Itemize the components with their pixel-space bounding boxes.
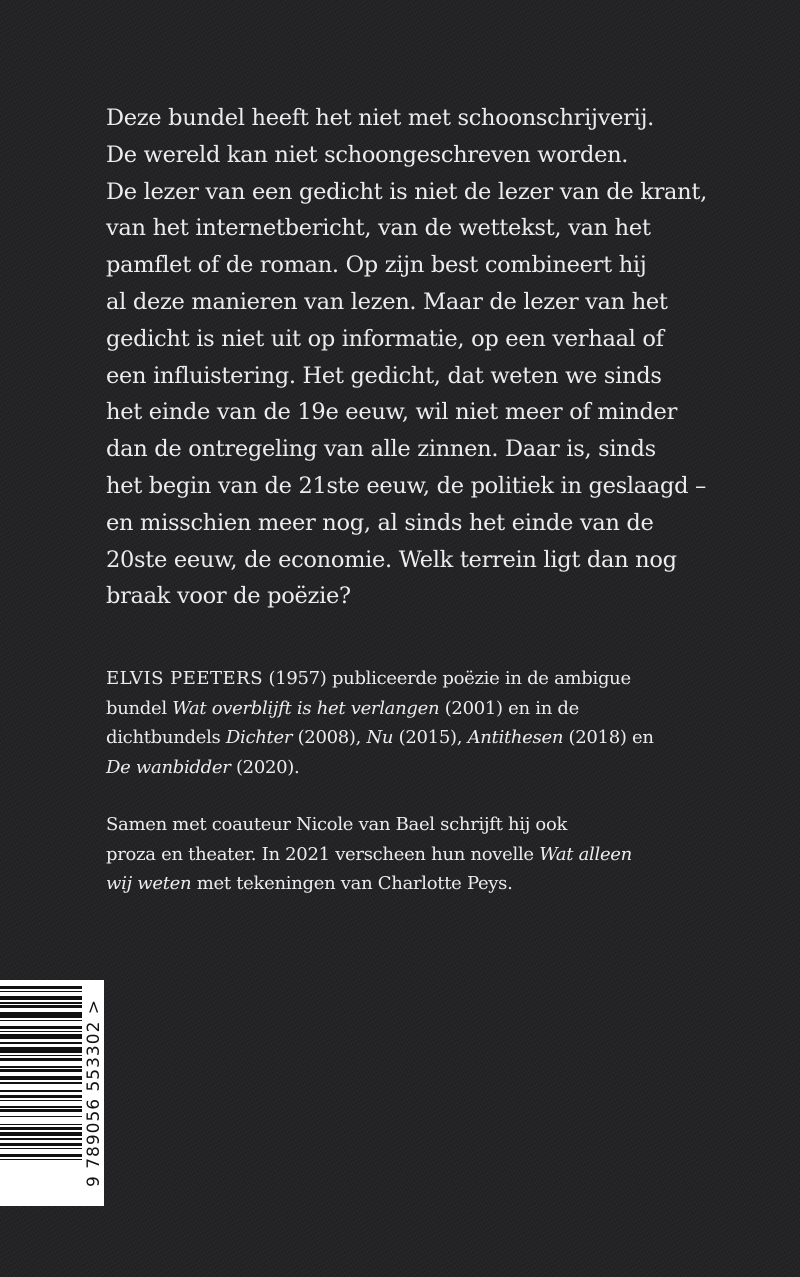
isbn-barcode	[0, 980, 104, 1206]
bio-line	[106, 664, 786, 694]
book-title: wij weten	[106, 873, 192, 894]
book-title: De wanbidder	[106, 756, 231, 778]
barcode-bar	[0, 1034, 82, 1039]
book-title: Wat alleen	[539, 843, 632, 865]
barcode-bar	[0, 986, 82, 989]
blurb-line: het einde van de 19e eeuw, wil niet meer of minder	[106, 399, 678, 426]
blurb-text	[106, 100, 786, 615]
bio-text: (2020).	[230, 756, 300, 778]
blurb-line: het begin van de 21ste eeuw, de politiek in geslaagd –	[106, 472, 706, 499]
bio-text: (2008),	[292, 727, 367, 748]
bio-text: dichtbundels	[106, 727, 226, 748]
bio-line	[106, 869, 786, 899]
book-title: Nu	[366, 727, 394, 748]
bio-text: (1957) publiceerde poëzie in de ambigue	[263, 668, 631, 689]
barcode-bars	[0, 986, 82, 1198]
barcode-bar	[0, 1058, 82, 1061]
barcode-bar	[0, 1066, 82, 1068]
barcode-bar	[0, 1082, 82, 1084]
barcode-bar	[0, 1005, 82, 1008]
bio-line	[106, 810, 786, 840]
bio-paragraph	[106, 664, 786, 782]
book-title: Dichter	[225, 727, 293, 748]
barcode-bar	[0, 1143, 82, 1146]
bio-line	[106, 723, 786, 753]
author-name: ELVIS PEETERS	[106, 668, 264, 689]
barcode-bar	[0, 1095, 82, 1098]
blurb-line: gedicht is niet uit op informatie, op een verhaal of	[106, 325, 664, 352]
book-title: Antithesen	[467, 727, 564, 748]
barcode-bar	[0, 1002, 82, 1004]
blurb-line: een influistering. Het gedicht, dat weten we sinds	[106, 362, 662, 389]
blurb-line: De lezer van een gedicht is niet de lezer van de krant,	[106, 178, 707, 205]
bio-text: (2018) en	[563, 727, 654, 748]
bio-text: proza en theater. In 2021 verscheen hun novelle	[106, 843, 540, 865]
barcode-bar	[0, 996, 82, 1001]
bio-text: (2001) en in de	[439, 697, 579, 719]
barcode-bar	[0, 1031, 82, 1033]
blurb-line: 20ste eeuw, de economie. Welk terrein ligt dan nog	[106, 546, 677, 573]
barcode-bar	[0, 1154, 82, 1157]
blurb-line: en misschien meer nog, al sinds het einde van de	[106, 509, 654, 536]
blurb-line: van het internetbericht, van de wettekst, van het	[106, 215, 651, 242]
barcode-bar	[0, 1026, 82, 1029]
blurb-line: braak voor de poëzie?	[106, 583, 351, 610]
barcode-bar	[0, 1116, 82, 1118]
bio-paragraph	[106, 810, 786, 899]
barcode-bar	[0, 1012, 82, 1018]
barcode-bar	[0, 1069, 82, 1072]
blurb-line: dan de ontregeling van alle zinnen. Daar is, sinds	[106, 436, 656, 463]
barcode-bar	[0, 1138, 82, 1140]
barcode-bar	[0, 991, 82, 993]
bio-text: (2015),	[393, 727, 468, 748]
barcode-bar	[0, 1124, 82, 1126]
barcode-bar	[0, 1132, 82, 1137]
bio-line	[106, 840, 786, 870]
barcode-bar	[0, 1159, 82, 1161]
blurb-line: Deze bundel heeft het niet met schoonschrijverij.	[106, 105, 655, 131]
barcode-bar	[0, 1020, 82, 1022]
bio-text: bundel	[106, 697, 173, 719]
bio-text: met tekeningen van Charlotte Peys.	[191, 873, 513, 894]
barcode-bar	[0, 1148, 82, 1150]
bio-line	[106, 694, 786, 724]
bio-line	[106, 753, 786, 783]
barcode-bar	[0, 1109, 82, 1112]
isbn-digits: 9 789056 553302 >	[84, 998, 104, 1188]
barcode-bar	[0, 1047, 82, 1053]
book-title: Wat overblijft is het verlangen	[172, 697, 440, 719]
barcode-bar	[0, 1055, 82, 1057]
barcode-bar	[0, 1090, 82, 1092]
barcode-bar	[0, 1042, 82, 1044]
bio-text: Samen met coauteur Nicole van Bael schrijft hij ook	[106, 814, 568, 835]
barcode-bar	[0, 1127, 82, 1130]
isbn-number	[84, 984, 104, 1202]
blurb-line: al deze manieren van lezen. Maar de lezer van het	[106, 288, 668, 315]
blurb-line: De wereld kan niet schoongeschreven worden.	[106, 141, 629, 168]
blurb-line: pamflet of de roman. Op zijn best combineert hij	[106, 252, 647, 279]
author-bio	[106, 664, 786, 927]
barcode-bar	[0, 1106, 82, 1108]
barcode-bar	[0, 1100, 82, 1102]
barcode-bar	[0, 1076, 82, 1081]
